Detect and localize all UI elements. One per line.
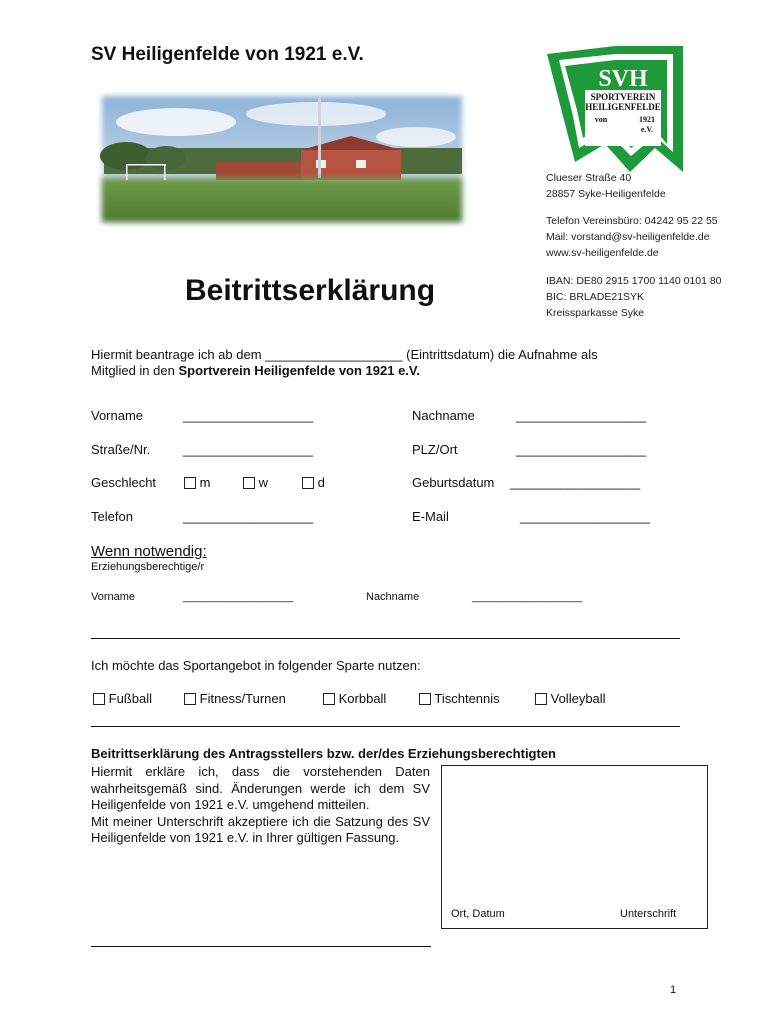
- field-nachname[interactable]: __________________: [516, 408, 647, 423]
- document-title: Beitrittserklärung: [185, 274, 436, 307]
- checkbox-fussball[interactable]: [93, 693, 105, 705]
- intro-line2-prefix: Mitglied in den: [91, 363, 179, 378]
- sport-label: Korbball: [338, 691, 387, 706]
- label-nachname: Nachname: [412, 408, 475, 423]
- guardian-field-vorname[interactable]: __________________: [183, 591, 294, 603]
- contact-block: [546, 213, 718, 261]
- signature-box[interactable]: [441, 765, 708, 929]
- intro-club-name: Sportverein Heiligenfelde von 1921 e.V.: [178, 363, 421, 378]
- logo-ev: e.V.: [640, 125, 654, 134]
- option-d[interactable]: [302, 475, 325, 490]
- intro-line2: [91, 363, 598, 379]
- field-vorname[interactable]: __________________: [183, 408, 314, 423]
- bank-iban: IBAN: DE80 2915 1700 1140 0101 80: [546, 275, 722, 287]
- contact-phone: Telefon Vereinsbüro: 04242 95 22 55: [546, 215, 718, 227]
- sports-question: Ich möchte das Sportangebot in folgender Sparte nutzen:: [91, 658, 421, 673]
- sport-option-fussball[interactable]: [93, 691, 152, 706]
- divider-2: [91, 726, 680, 727]
- checkbox-fitness[interactable]: [184, 693, 196, 705]
- club-title: SV Heiligenfelde von 1921 e.V.: [91, 44, 364, 65]
- club-logo: [545, 44, 685, 174]
- option-m-label: m: [199, 475, 211, 490]
- logo-von: von: [594, 115, 608, 124]
- bank-name: Kreissparkasse Syke: [546, 307, 645, 319]
- option-m[interactable]: [184, 475, 210, 490]
- sport-label: Volleyball: [550, 691, 606, 706]
- bank-bic: BIC: BRLADE21SYK: [546, 291, 645, 303]
- address-block: [546, 170, 666, 202]
- option-w[interactable]: [243, 475, 268, 490]
- label-email: E-Mail: [412, 509, 449, 524]
- label-ort-datum: Ort, Datum: [451, 908, 505, 920]
- label-strasse: Straße/Nr.: [91, 442, 151, 457]
- intro-paragraph: [91, 347, 598, 379]
- sport-option-korbball[interactable]: [323, 691, 386, 706]
- bank-block: [546, 273, 722, 321]
- intro-line1: Hiermit beantrage ich ab dem ___________________ (Eintrittsdatum) die Aufnahme als: [91, 347, 598, 362]
- sport-label: Fußball: [108, 691, 152, 706]
- field-strasse[interactable]: __________________: [183, 442, 314, 457]
- field-plz[interactable]: __________________: [516, 442, 647, 457]
- sport-option-tischtennis[interactable]: [419, 691, 500, 706]
- guardian-field-nachname[interactable]: __________________: [472, 591, 583, 603]
- checkbox-m[interactable]: [184, 477, 196, 489]
- checkbox-d[interactable]: [302, 477, 314, 489]
- logo-line2: HEILIGENFELDE: [585, 102, 661, 112]
- address-street: Clueser Straße 40: [546, 172, 632, 184]
- signature-line: [91, 946, 431, 947]
- sport-option-volleyball[interactable]: [535, 691, 606, 706]
- logo-big-text: SVH: [598, 66, 648, 92]
- guardian-label-nachname: Nachname: [366, 591, 420, 603]
- guardian-sub: Erziehungsberechtige/r: [91, 561, 205, 573]
- declaration-text1: Hiermit erkläre ich, dass die vorstehenden Daten wahrheitsgemäß sind. Änderungen werde ich dem SV Heiligenfelde von 1921 e.V. umgehend mitteilen.: [91, 764, 430, 812]
- logo-line1: SPORTVEREIN: [590, 92, 656, 102]
- label-unterschrift: Unterschrift: [620, 908, 677, 920]
- logo-year: 1921: [639, 115, 655, 124]
- field-telefon[interactable]: __________________: [183, 509, 314, 524]
- guardian-heading: Wenn notwendig:: [91, 543, 207, 560]
- sport-label: Tischtennis: [434, 691, 500, 706]
- divider-1: [91, 638, 680, 639]
- contact-mail: Mail: vorstand@sv-heiligenfelde.de: [546, 231, 710, 243]
- label-telefon: Telefon: [91, 509, 133, 524]
- checkbox-w[interactable]: [243, 477, 255, 489]
- address-city: 28857 Syke-Heiligenfelde: [546, 188, 666, 200]
- option-d-label: d: [317, 475, 325, 490]
- clubhouse-photo: [96, 92, 468, 228]
- field-geburtsdatum[interactable]: __________________: [510, 475, 641, 490]
- option-w-label: w: [258, 475, 269, 490]
- page-number: 1: [670, 984, 677, 996]
- label-vorname: Vorname: [91, 408, 144, 423]
- declaration-text: [91, 764, 430, 847]
- field-email[interactable]: __________________: [520, 509, 651, 524]
- checkbox-volleyball[interactable]: [535, 693, 547, 705]
- sport-option-fitness[interactable]: [184, 691, 286, 706]
- checkbox-korbball[interactable]: [323, 693, 335, 705]
- sport-label: Fitness/Turnen: [199, 691, 286, 706]
- label-geschlecht: Geschlecht: [91, 475, 157, 490]
- checkbox-tischtennis[interactable]: [419, 693, 431, 705]
- contact-web: www.sv-heiligenfelde.de: [546, 247, 659, 259]
- declaration-text2: Mit meiner Unterschrift akzeptiere ich die Satzung des SV Heiligenfelde von 1921 e.V. in Ihrer gültigen Fassung.: [91, 813, 430, 845]
- label-plz: PLZ/Ort: [412, 442, 458, 457]
- guardian-label-vorname: Vorname: [91, 591, 136, 603]
- declaration-heading: Beitrittserklärung des Antragsstellers bzw. der/des Erziehungsberechtigten: [91, 746, 556, 761]
- label-geburtsdatum: Geburtsdatum: [412, 475, 495, 490]
